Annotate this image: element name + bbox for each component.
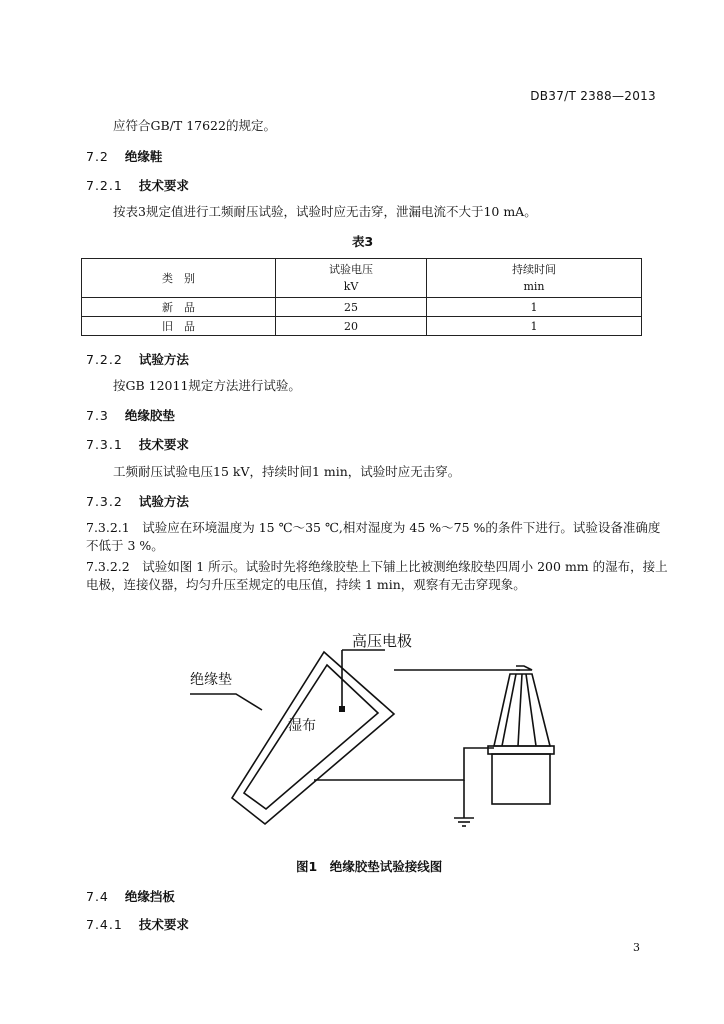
return-wire bbox=[314, 748, 494, 780]
header-voltage-label: 试验电压 bbox=[329, 263, 373, 276]
paragraph-line: 应符合GB/T 17622的规定。 bbox=[113, 118, 276, 133]
transformer-flange bbox=[488, 746, 554, 754]
paragraph-line: 7.3.2.2 试验如图 1 所示。试验时先将绝缘胶垫上下铺上比被测绝缘胶垫四周小 200 mm 的湿布，接上 bbox=[86, 559, 668, 574]
wet-cloth bbox=[244, 665, 378, 809]
section-heading-7-3 bbox=[86, 406, 175, 424]
table-header-row bbox=[82, 259, 642, 298]
transformer-tank bbox=[492, 754, 550, 804]
section-heading-7-3-2 bbox=[86, 492, 189, 510]
section-heading-7-4-1 bbox=[86, 915, 189, 933]
label-wet-cloth: 湿布 bbox=[288, 718, 316, 734]
section-title: 试验方法 bbox=[138, 352, 189, 367]
paragraph-line: 7.3.2.1 试验应在环境温度为 15 ℃～35 ℃,相对湿度为 45 %～75 %的条件下进行。试验设备准确度 bbox=[86, 520, 661, 535]
section-number: 7.2.2 bbox=[86, 352, 123, 367]
header-voltage bbox=[276, 259, 427, 298]
section-number: 7.4 bbox=[86, 889, 109, 904]
table-row bbox=[82, 317, 642, 336]
table-3 bbox=[81, 258, 642, 336]
cell-voltage: 25 bbox=[276, 298, 427, 317]
paragraph-line: 不低于 3 %。 bbox=[86, 538, 164, 553]
section-heading-7-3-1 bbox=[86, 435, 189, 453]
section-title: 绝缘挡板 bbox=[124, 889, 175, 904]
table-caption: 表3 bbox=[352, 234, 374, 249]
header-duration bbox=[427, 259, 642, 298]
bushing-cap bbox=[516, 666, 532, 670]
section-title: 技术要求 bbox=[138, 437, 189, 452]
section-number: 7.3 bbox=[86, 408, 109, 423]
cell-category: 新 品 bbox=[82, 298, 276, 317]
paragraph-line: 按表3规定值进行工频耐压试验，试验时应无击穿，泄漏电流不大于10 mA。 bbox=[113, 204, 537, 219]
section-title: 绝缘鞋 bbox=[124, 149, 163, 164]
header-duration-label: 持续时间 bbox=[512, 263, 556, 276]
cell-voltage: 20 bbox=[276, 317, 427, 336]
cell-category: 旧 品 bbox=[82, 317, 276, 336]
section-number: 7.4.1 bbox=[86, 917, 123, 932]
figure-caption: 图1 绝缘胶垫试验接线图 bbox=[296, 859, 443, 874]
table-row bbox=[82, 298, 642, 317]
paragraph-line: 工频耐压试验电压15 kV，持续时间1 min，试验时应无击穿。 bbox=[113, 464, 461, 479]
section-number: 7.2 bbox=[86, 149, 109, 164]
header-category: 类 别 bbox=[82, 259, 276, 298]
section-number: 7.2.1 bbox=[86, 178, 123, 193]
document-id: DB37/T 2388—2013 bbox=[530, 89, 656, 103]
section-title: 技术要求 bbox=[138, 917, 189, 932]
section-title: 试验方法 bbox=[138, 494, 189, 509]
page-number: 3 bbox=[633, 941, 640, 954]
cell-duration: 1 bbox=[427, 317, 642, 336]
label-hv-electrode: 高压电极 bbox=[352, 632, 413, 650]
section-heading-7-2-1 bbox=[86, 176, 189, 194]
section-number: 7.3.1 bbox=[86, 437, 123, 452]
bushing-rib bbox=[502, 674, 516, 746]
section-heading-7-2-2 bbox=[86, 350, 189, 368]
paragraph-line: 按GB 12011规定方法进行试验。 bbox=[113, 378, 301, 393]
header-duration-unit: min bbox=[523, 280, 545, 293]
electrode-dot bbox=[339, 706, 345, 712]
section-title: 技术要求 bbox=[138, 178, 189, 193]
header-voltage-unit: kV bbox=[343, 280, 359, 293]
section-heading-7-2 bbox=[86, 147, 162, 165]
label-insulating-pad: 绝缘垫 bbox=[190, 672, 232, 688]
insulating-pad-outer bbox=[232, 652, 394, 824]
bushing-rib bbox=[518, 674, 522, 746]
pad-label-leader bbox=[190, 694, 262, 710]
cell-duration: 1 bbox=[427, 298, 642, 317]
section-number: 7.3.2 bbox=[86, 494, 123, 509]
section-title: 绝缘胶垫 bbox=[124, 408, 175, 423]
paragraph-line: 电极，连接仪器，均匀升压至规定的电压值，持续 1 min，观察有无击穿现象。 bbox=[86, 577, 526, 592]
wiring-diagram bbox=[180, 618, 560, 848]
section-heading-7-4 bbox=[86, 887, 175, 905]
